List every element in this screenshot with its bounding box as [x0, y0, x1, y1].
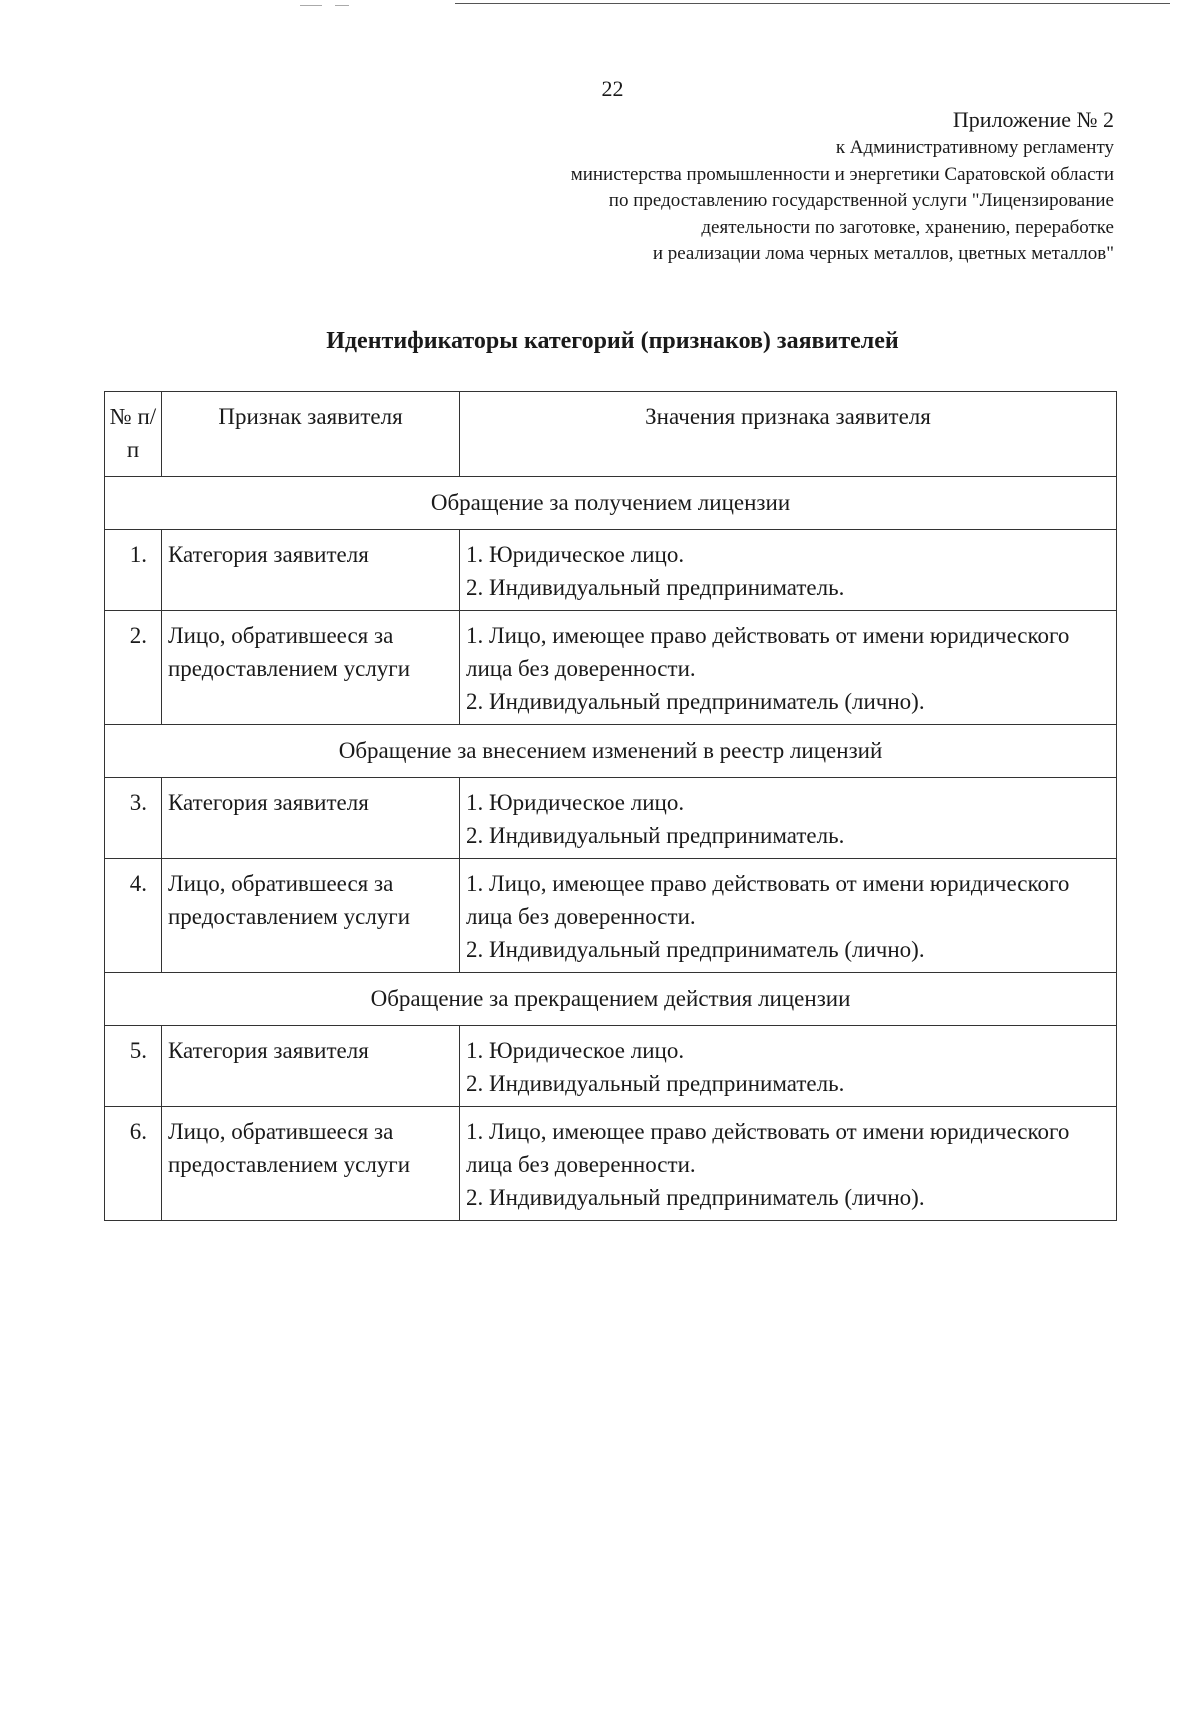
value-item: 1. Юридическое лицо.: [466, 1038, 685, 1063]
header-values: Значения признака заявителя: [460, 392, 1117, 477]
row-values: [460, 611, 1117, 725]
row-num: 3.: [105, 778, 162, 859]
row-values: [460, 778, 1117, 859]
row-attr: Категория заявителя: [162, 530, 460, 611]
scan-edge-line: [455, 3, 1170, 4]
row-num: 1.: [105, 530, 162, 611]
value-item: 1. Лицо, имеющее право действовать от имени юридического лица без доверенности.: [466, 623, 1070, 681]
table-row: [105, 1026, 1117, 1107]
value-item: 2. Индивидуальный предприниматель.: [466, 1071, 845, 1096]
appendix-header: [314, 105, 1114, 268]
appendix-line: и реализации лома черных металлов, цветных металлов": [652, 243, 1114, 264]
value-item: 2. Индивидуальный предприниматель (лично).: [466, 689, 925, 714]
row-attr: Лицо, обратившееся за предоставлением услуги: [162, 611, 460, 725]
row-values: [460, 1026, 1117, 1107]
section-row: [105, 477, 1117, 530]
section-title: Обращение за внесением изменений в реестр лицензий: [105, 725, 1117, 778]
value-item: 1. Юридическое лицо.: [466, 790, 685, 815]
header-num: № п/п: [105, 392, 162, 477]
table-row: [105, 530, 1117, 611]
row-num: 6.: [105, 1107, 162, 1221]
row-values: [460, 530, 1117, 611]
table-header-row: [105, 392, 1117, 477]
scan-edge-dash: [335, 5, 349, 6]
row-num: 4.: [105, 859, 162, 973]
value-item: 2. Индивидуальный предприниматель (лично).: [466, 937, 925, 962]
row-values: [460, 859, 1117, 973]
applicant-identifiers-table: [104, 391, 1117, 1221]
row-attr: Лицо, обратившееся за предоставлением услуги: [162, 859, 460, 973]
row-num: 5.: [105, 1026, 162, 1107]
row-values: [460, 1107, 1117, 1221]
appendix-line: министерства промышленности и энергетики Саратовской области: [570, 163, 1114, 185]
value-item: 1. Лицо, имеющее право действовать от имени юридического лица без доверенности.: [466, 871, 1070, 929]
appendix-line: деятельности по заготовке, хранению, переработке: [701, 216, 1114, 238]
value-item: 1. Лицо, имеющее право действовать от имени юридического лица без доверенности.: [466, 1119, 1070, 1177]
row-attr: Категория заявителя: [162, 778, 460, 859]
section-title: Обращение за получением лицензии: [105, 477, 1117, 530]
table-row: [105, 778, 1117, 859]
document-title: Идентификаторы категорий (признаков) заявителей: [326, 328, 899, 354]
table-row: [105, 1107, 1117, 1221]
appendix-line: к Административному регламенту: [835, 137, 1114, 158]
table-row: [105, 859, 1117, 973]
value-item: 2. Индивидуальный предприниматель.: [466, 575, 845, 600]
value-item: 2. Индивидуальный предприниматель.: [466, 823, 845, 848]
row-attr: Лицо, обратившееся за предоставлением услуги: [162, 1107, 460, 1221]
row-attr: Категория заявителя: [162, 1026, 460, 1107]
section-title: Обращение за прекращением действия лицензии: [105, 973, 1117, 1026]
table-row: [105, 611, 1117, 725]
appendix-line: по предоставлению государственной услуги "Лицензирование: [608, 190, 1114, 211]
scan-edge-dash: [300, 5, 322, 6]
page-number: 22: [601, 76, 624, 101]
row-num: 2.: [105, 611, 162, 725]
header-attr: Признак заявителя: [162, 392, 460, 477]
appendix-title: Приложение № 2: [952, 107, 1114, 132]
section-row: [105, 973, 1117, 1026]
section-row: [105, 725, 1117, 778]
value-item: 2. Индивидуальный предприниматель (лично).: [466, 1185, 925, 1210]
value-item: 1. Юридическое лицо.: [466, 542, 685, 567]
